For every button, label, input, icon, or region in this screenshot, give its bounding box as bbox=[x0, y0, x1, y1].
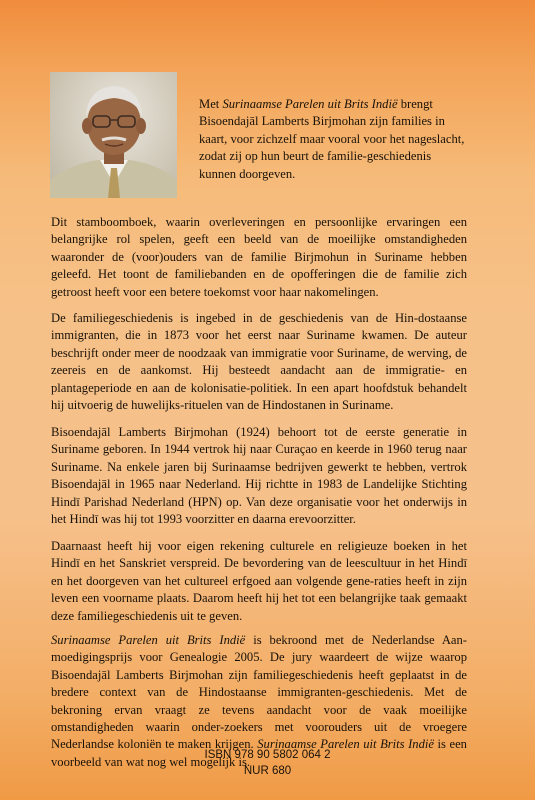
paragraph-stamboomboek: Dit stamboomboek, waarin overleveringen en persoonlijke ervaringen een belangrijke rol spelen, geeft een beeld van de moeilijke omstandigheden waaronder de (voor)ouders van de familie Birjmohun in Suriname hebben geleefd. Het toont de familiebanden en de opofferingen die de familie zich getroost heeft voor een betere toekomst voor haar nakomelingen. bbox=[51, 215, 467, 299]
award-body-text: is bekroond met de Nederlandse Aan-moedigingsprijs voor Genealogie 2005. De jury waardeert de wijze waarop Bisoendajāl Lamberts Birjmohan zijn familiegeschiedenis heeft geplaatst in de bredere context van de Hindostaanse immigranten-geschiedenis. Met de bekroning ervan vraagt ze tevens aandacht voor de vaak moeilijke omstandigheden waarin onder-zoekers met voorouders uit de vroegere Nederlandse koloniën te maken krijgen. bbox=[51, 633, 467, 752]
paragraph-cultural-work: Daarnaast heeft hij voor eigen rekening culturele en religieuze boeken in het Hindī en het Sanskriet verspreid. De bevordering van de leescultuur in het Hindī en het doorgeven van het cultureel erfgoed aan volgende gene-raties heeft in zijn leven een voorname plaats. Daarom heeft hij het tot een belangrijke taak gemaakt deze familiegeschiedenis uit te geven. bbox=[51, 539, 467, 623]
intro-book-title: Surinaamse Parelen uit Brits Indië bbox=[222, 97, 398, 111]
author-portrait-image bbox=[50, 72, 177, 198]
paragraph-author-bio: Bisoendajāl Lamberts Birjmohan (1924) behoort tot de eerste generatie in Suriname geboren. In 1944 vertrok hij naar Curaçao en keerde in 1960 terug naar Suriname. Na enkele jaren bij Surinaamse bedrijven gewerkt te hebben, vertrok Bisoendajāl in 1965 naar Nederland. Hij richtte in 1983 de Landelijke Stichting Hindī Parishad Nederland (HPN) op. Van deze organisatie voor het onderwijs in het Hindī was hij tot 1993 voorzitter en daarna erevoorzitter. bbox=[51, 425, 467, 527]
paragraph-familiegeschiedenis: De familiegeschiedenis is ingebed in de geschiedenis van de Hin-dostaanse immigranten, die in 1873 voor het eerst naar Suriname kwamen. De auteur beschrijft onder meer de noodzaak van immigratie voor Suriname, de werving, de zeereis en de aankomst. Hij besteedt aandacht aan de immigratie- en plantageperiode en aan de kolonisatie-politiek. In een apart hoofdstuk behandelt hij uitvoerig de huwelijks-rituelen van de Hindostanen in Suriname. bbox=[51, 311, 467, 413]
nur-code: NUR 680 bbox=[243, 765, 292, 777]
intro-lead-text: Met bbox=[199, 97, 223, 111]
isbn-number: ISBN 978 90 5802 064 2 bbox=[204, 749, 331, 761]
award-book-title-repeat: Surinaamse Parelen uit Brits Indië bbox=[257, 737, 434, 752]
author-portrait bbox=[50, 72, 177, 198]
award-closing-text: is een voorbeeld van wat nog wel mogelijk is. bbox=[51, 737, 467, 769]
intro-paragraph bbox=[199, 96, 467, 183]
intro-body-text: brengt Bisoendajāl Lamberts Birjmohan zijn families in kaart, voor zichzelf maar vooral voor het nageslacht, zodat zij op hun beurt de familie-geschiedenis kunnen doorgeven. bbox=[199, 97, 465, 181]
award-book-title: Surinaamse Parelen uit Brits Indië bbox=[51, 633, 246, 647]
